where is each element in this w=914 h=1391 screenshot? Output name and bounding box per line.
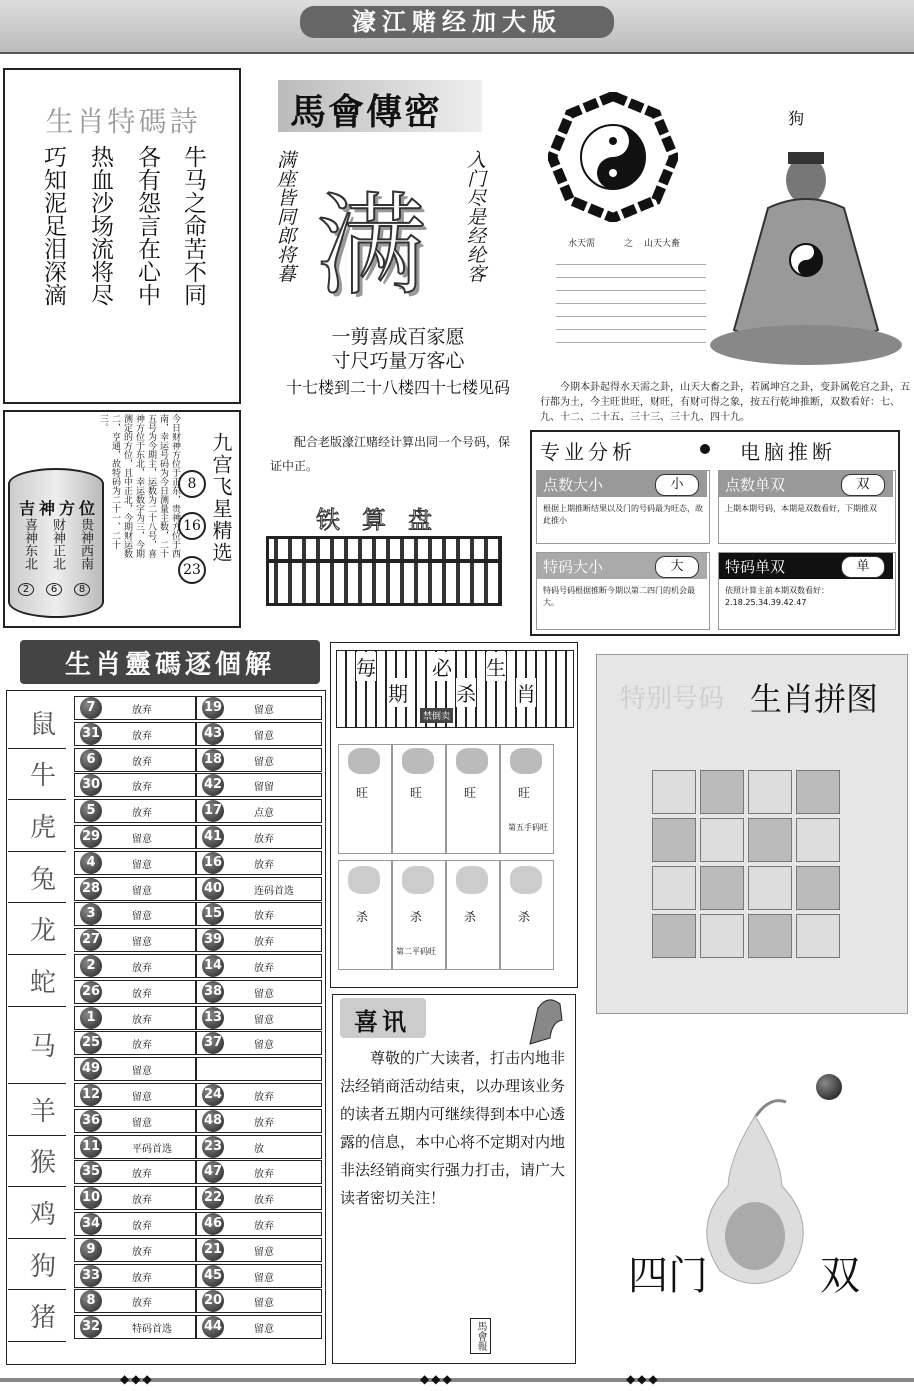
- number-ball: 5: [80, 800, 102, 822]
- number-ball: 21: [202, 1239, 224, 1261]
- header-banner: [0, 0, 914, 54]
- number-ball: 35: [80, 1161, 102, 1183]
- zodiac-action: 放弃: [132, 963, 152, 974]
- zodiac-divider: [8, 902, 66, 903]
- star-number-3: 23: [178, 556, 206, 584]
- kill-header-5: 生: [486, 652, 506, 681]
- number-ball: 15: [202, 903, 224, 925]
- panel-special-parity: [718, 552, 896, 630]
- number-ball: 46: [202, 1213, 224, 1235]
- puzzle-tile: [796, 866, 840, 910]
- cylinder-num-3: 8: [74, 583, 90, 596]
- zodiac-action: 放弃: [132, 756, 152, 768]
- zodiac-action: 留意: [132, 1117, 152, 1129]
- animal-icon: [456, 866, 488, 894]
- analysis-title-left: 专业分析: [540, 440, 636, 464]
- kill-badge: 禁倒卖: [420, 708, 453, 723]
- kill-header-6: 肖: [516, 678, 536, 707]
- number-ball: 20: [202, 1290, 224, 1312]
- panel-special-parity-text: 依照计算主前本期双数看好：2.18.25.34.39.42.47: [725, 586, 829, 607]
- zodiac-animal-icon: 牛: [29, 761, 56, 792]
- zodiac-animal-icon: 兔: [29, 864, 56, 895]
- poem-column-2: 热血沙场流将尽: [87, 145, 113, 306]
- kill-bottom-label: 杀: [464, 910, 477, 924]
- cylinder-col-3: 贵神西南: [78, 518, 93, 570]
- number-ball: 39: [202, 929, 224, 951]
- panel-point-parity-tag: 双: [841, 474, 885, 496]
- zodiac-action: 放: [254, 1143, 264, 1155]
- zodiac-animal-icon: 羊: [29, 1096, 56, 1127]
- mahui-big-character: 满: [316, 182, 426, 310]
- number-ball: 36: [80, 1110, 102, 1132]
- zodiac-action: 留意: [254, 1014, 274, 1026]
- number-ball: 13: [202, 1007, 224, 1029]
- panel-special-size-text: 特码号码根据推断今期以第二四门的机会最大。: [543, 586, 695, 607]
- puzzle-tile: [796, 818, 840, 862]
- zodiac-action: 放弃: [132, 730, 152, 742]
- hexagram-mid: 之: [624, 239, 634, 249]
- footer-diamonds-1: ◆◆◆: [120, 1372, 154, 1386]
- puzzle-tile: [652, 866, 696, 910]
- panel-special-size: [536, 552, 710, 630]
- nine-palace-title: 九宫飞星精选: [209, 432, 233, 564]
- number-ball: 31: [80, 723, 102, 745]
- pear-left-text: 四门: [628, 1253, 708, 1299]
- puzzle-tile: [700, 866, 744, 910]
- zodiac-action: 放弃: [254, 834, 274, 845]
- zodiac-action: 放弃: [132, 1014, 152, 1026]
- kill-top-label: 旺: [410, 786, 423, 800]
- zodiac-action: 放弃: [254, 1117, 274, 1129]
- puzzle-tile: [796, 770, 840, 814]
- panel-point-size: [536, 470, 710, 544]
- zodiac-animal-icon: 鼠: [29, 709, 56, 740]
- poem-column-3: 各有怨言在心中: [134, 145, 160, 306]
- panel-point-parity: [718, 470, 896, 544]
- kill-header-2: 期: [388, 678, 408, 707]
- pear-icon: [690, 1096, 820, 1296]
- panel-point-size-tag: 小: [655, 474, 699, 496]
- hexagram-right: 山天大畜: [644, 239, 681, 249]
- abacus-beam: [269, 559, 499, 563]
- zodiac-divider: [8, 1289, 66, 1290]
- number-ball: 10: [80, 1187, 102, 1209]
- zodiac-action: 放弃: [254, 1195, 274, 1207]
- zodiac-action: 留意: [132, 859, 152, 871]
- analysis-dot: [700, 444, 710, 454]
- zodiac-action: 放弃: [254, 937, 274, 949]
- cylinder-num-1: 2: [18, 583, 34, 596]
- pear-right-text: 双: [820, 1253, 860, 1299]
- kill-header-3: 必: [432, 652, 452, 681]
- kill-bottom-label: 杀: [410, 910, 423, 924]
- panel-special-size-tag: 大: [655, 556, 699, 578]
- puzzle-tile: [700, 914, 744, 958]
- kill-bottom-note: 第二平码旺: [396, 947, 436, 956]
- puzzle-tile: [652, 818, 696, 862]
- kill-top-label: 旺: [464, 786, 477, 800]
- mahui-left-couplet: 满座皆同郎将暮: [274, 150, 296, 283]
- zodiac-divider: [8, 1083, 66, 1084]
- zodiac-animal-icon: 马: [29, 1032, 56, 1063]
- puzzle-tile: [748, 866, 792, 910]
- zodiac-action: 放弃: [254, 963, 274, 974]
- zodiac-action: 放弃: [132, 1246, 152, 1258]
- panel-special-size-title: 特码大小: [543, 558, 604, 576]
- cylinder-title: 吉神方位: [18, 499, 99, 518]
- puzzle-tile: [700, 770, 744, 814]
- number-ball: 8: [80, 1290, 102, 1312]
- number-ball: 42: [202, 774, 224, 796]
- bagua-description: 今期本卦起得水天需之卦，山天大畜之卦，若属坤宫之卦，变卦属乾宫之卦，五行都为土，今主旺世旺，财旺，有财可得之象，按五行乾坤推断，双数看好：七、九、十二、二十五、三十三、三十九、四十九。: [540, 382, 910, 423]
- zodiac-action: 放弃: [132, 1195, 152, 1207]
- zodiac-action: 留意: [254, 705, 274, 716]
- star-number-2: 16: [178, 512, 206, 540]
- kill-header-4: 杀: [456, 678, 476, 707]
- ball-icon: [816, 1074, 842, 1100]
- zodiac-action: 留意: [254, 730, 274, 742]
- kill-bottom-label: 杀: [356, 910, 369, 924]
- nine-palace-text: 今日财神方位于正东，贵神方位于西南，幸运号码为今日测量主数，二十五号为今期主，运数为二十八号，喜神方位于东北，幸运数字为三，今期测定的方位，且中正北，今期财运数二，亨通，故特码为二十一、二十三。: [98, 414, 180, 558]
- kill-header-1: 毎: [356, 652, 376, 681]
- zodiac-divider: [8, 1006, 66, 1007]
- zodiac-divider: [8, 1238, 66, 1239]
- zodiac-animal-icon: 猪: [29, 1303, 56, 1334]
- kill-bottom-label: 杀: [518, 910, 531, 924]
- zodiac-action: 放弃: [132, 1221, 152, 1232]
- number-ball: 2: [80, 955, 102, 977]
- mahui-right-couplet: 入门尽是经纶客: [464, 150, 486, 283]
- cylinder-col-1: 喜神东北: [22, 518, 37, 570]
- puzzle-faded-title: 特别号码: [620, 684, 725, 714]
- number-ball: 19: [202, 697, 224, 719]
- number-ball: 37: [202, 1032, 224, 1054]
- animal-icon: [402, 748, 434, 774]
- panel-point-size-text: 根据上期推断结果以及门的号码最为旺态，故此推小: [543, 504, 703, 525]
- zodiac-action: 留意: [132, 911, 152, 923]
- panel-point-size-title: 点数大小: [543, 476, 604, 494]
- puzzle-tile: [796, 914, 840, 958]
- zodiac-action: 留意: [132, 1066, 152, 1078]
- animal-icon: [510, 748, 542, 774]
- puzzle-tile: [748, 818, 792, 862]
- header-title: 濠江赌经加大版: [352, 8, 562, 36]
- kill-top-label: 旺: [356, 786, 369, 800]
- number-ball: 23: [202, 1136, 224, 1158]
- number-ball: 33: [80, 1265, 102, 1287]
- number-ball: 17: [202, 800, 224, 822]
- zodiac-action: 放弃: [132, 988, 152, 1000]
- number-ball: 22: [202, 1187, 224, 1209]
- zodiac-divider: [8, 1341, 66, 1342]
- zodiac-action: 放弃: [254, 1169, 274, 1181]
- poem-column-1: 巧知泥足泪深滴: [40, 145, 66, 306]
- zodiac-divider: [8, 799, 66, 800]
- abacus-title: 铁算盘: [316, 506, 454, 534]
- puzzle-tile: [748, 914, 792, 958]
- zodiac-title: 生肖靈碼逐個解: [64, 650, 275, 680]
- zodiac-action: 放弃: [132, 782, 152, 794]
- mahui-note: 配合老版濠江赌经计算出同一个号码，保证中正。: [270, 435, 511, 473]
- animal-icon: [510, 866, 542, 894]
- animal-icon: [402, 866, 434, 894]
- number-ball: 7: [80, 697, 102, 719]
- number-ball: 24: [202, 1084, 224, 1106]
- mahui-line-1: 一剪喜成百家愿: [331, 326, 465, 348]
- cylinder-num-2: 6: [46, 583, 62, 596]
- zodiac-action: 留留: [254, 782, 274, 794]
- footer-diamonds-3: ◆◆◆: [626, 1372, 660, 1386]
- dog-label: 狗: [788, 109, 805, 128]
- zodiac-animal-icon: 蛇: [29, 967, 56, 998]
- zodiac-action: 放弃: [132, 705, 152, 716]
- puzzle-tile: [652, 914, 696, 958]
- puzzle-tile: [652, 770, 696, 814]
- panel-point-parity-text: 上期本期号码，本期是双数看好，下期推双: [725, 504, 877, 513]
- panel-special-parity-title: 特码单双: [725, 558, 786, 576]
- zodiac-action: 留意: [132, 885, 152, 897]
- hexagram-lines: [556, 252, 706, 344]
- hexagram-left: 水天需: [568, 239, 596, 249]
- number-ball: 18: [202, 749, 224, 771]
- number-ball: 4: [80, 852, 102, 874]
- zodiac-divider: [8, 1135, 66, 1136]
- panel-special-parity-tag: 单: [841, 556, 885, 578]
- number-ball: 6: [80, 749, 102, 771]
- zodiac-animal-icon: 鸡: [29, 1200, 56, 1230]
- number-ball: 32: [80, 1316, 102, 1338]
- number-ball: 3: [80, 903, 102, 925]
- number-ball: 45: [202, 1265, 224, 1287]
- number-ball: 27: [80, 929, 102, 951]
- zodiac-action: 放弃: [254, 911, 274, 923]
- zodiac-action: 留意: [254, 756, 274, 768]
- zodiac-divider: [8, 748, 66, 749]
- zodiac-animal-icon: 虎: [29, 813, 56, 843]
- poem-column-4: 牛马之命苦不同: [180, 145, 206, 306]
- mahui-line-3: 十七楼到二十八楼四十七楼见码: [285, 378, 510, 397]
- number-ball: 49: [80, 1058, 102, 1080]
- number-ball: 47: [202, 1161, 224, 1183]
- zodiac-action: 留意: [254, 1324, 274, 1336]
- mahui-logo: 馬會傳密: [290, 91, 443, 133]
- number-ball: 25: [80, 1032, 102, 1054]
- zodiac-action: 留意: [254, 988, 274, 1000]
- zodiac-action: 留意: [132, 834, 152, 845]
- mahui-line-2: 寸尺巧量万客心: [331, 350, 465, 372]
- number-ball: 11: [80, 1136, 102, 1158]
- number-ball: 43: [202, 723, 224, 745]
- number-ball: 26: [80, 981, 102, 1003]
- zodiac-action: 放弃: [254, 859, 274, 871]
- number-ball: 34: [80, 1213, 102, 1235]
- number-ball: 48: [202, 1110, 224, 1132]
- zodiac-action: 放弃: [254, 1092, 274, 1103]
- number-ball: 38: [202, 981, 224, 1003]
- panel-point-parity-title: 点数单双: [725, 476, 786, 494]
- zodiac-action: 放弃: [132, 1040, 152, 1052]
- zodiac-animal-icon: 猴: [29, 1148, 56, 1179]
- news-title: 喜讯: [354, 1007, 410, 1036]
- number-ball: 40: [202, 878, 224, 900]
- zodiac-action: 平码首选: [132, 1143, 172, 1155]
- zodiac-action: 留意: [254, 1040, 274, 1052]
- star-number-1: 8: [178, 470, 206, 498]
- zodiac-action: 留意: [132, 937, 152, 949]
- animal-icon: [456, 748, 488, 774]
- footer-diamonds-2: ◆◆◆: [420, 1372, 454, 1386]
- zodiac-action: 留意: [254, 1298, 274, 1310]
- zodiac-divider: [8, 954, 66, 955]
- zodiac-action: 放弃: [132, 808, 152, 820]
- zodiac-action: 点意: [254, 808, 274, 820]
- number-ball: 29: [80, 826, 102, 848]
- zodiac-action: 放弃: [132, 1272, 152, 1284]
- animal-icon: [348, 748, 380, 774]
- abacus-graphic: [266, 536, 502, 606]
- number-ball: 16: [202, 852, 224, 874]
- number-ball: 9: [80, 1239, 102, 1261]
- zodiac-divider: [8, 851, 66, 852]
- number-ball: 12: [80, 1084, 102, 1106]
- horse-head-icon: [520, 994, 566, 1046]
- number-ball: 14: [202, 955, 224, 977]
- zodiac-action: 特码首选: [132, 1324, 172, 1336]
- zodiac-action: 放弃: [254, 1221, 274, 1232]
- animal-icon: [348, 866, 380, 894]
- kill-top-label: 旺: [518, 786, 531, 800]
- news-seal: 馬會報: [470, 1318, 491, 1354]
- puzzle-title: 生肖拼图: [750, 680, 879, 718]
- number-ball: 44: [202, 1316, 224, 1338]
- poem-title: 生肖特碼詩: [45, 105, 201, 138]
- zodiac-action: 留意: [132, 1092, 152, 1103]
- zodiac-action: 放弃: [132, 1169, 152, 1181]
- zodiac-action: 留意: [254, 1246, 274, 1258]
- cylinder-col-2: 财神正北: [50, 518, 65, 570]
- news-body: 尊敬的广大读者，打击内地非法经销商活动结束，以办理该业务的读者五期内可继续得到本中心透露的信息，本中心将不定期对内地非法经销商实行强力打击，请广大读者密切关注！: [340, 1049, 566, 1207]
- number-ball: 41: [202, 826, 224, 848]
- zodiac-action: 放弃: [132, 1298, 152, 1310]
- puzzle-tile: [700, 818, 744, 862]
- sage-figure-icon: [708, 150, 904, 368]
- zodiac-action: 留意: [254, 1272, 274, 1284]
- analysis-title-right: 电脑推断: [740, 440, 836, 464]
- number-ball: 1: [80, 1007, 102, 1029]
- number-ball: 30: [80, 774, 102, 796]
- number-ball: 28: [80, 878, 102, 900]
- zodiac-action: 连码首选: [254, 885, 294, 897]
- bagua-icon: [548, 92, 678, 222]
- kill-top-note: 第五手码旺: [508, 823, 548, 832]
- zodiac-animal-icon: 狗: [29, 1251, 56, 1282]
- zodiac-divider: [8, 1186, 66, 1187]
- puzzle-tile: [748, 770, 792, 814]
- zodiac-animal-icon: 龙: [29, 916, 56, 947]
